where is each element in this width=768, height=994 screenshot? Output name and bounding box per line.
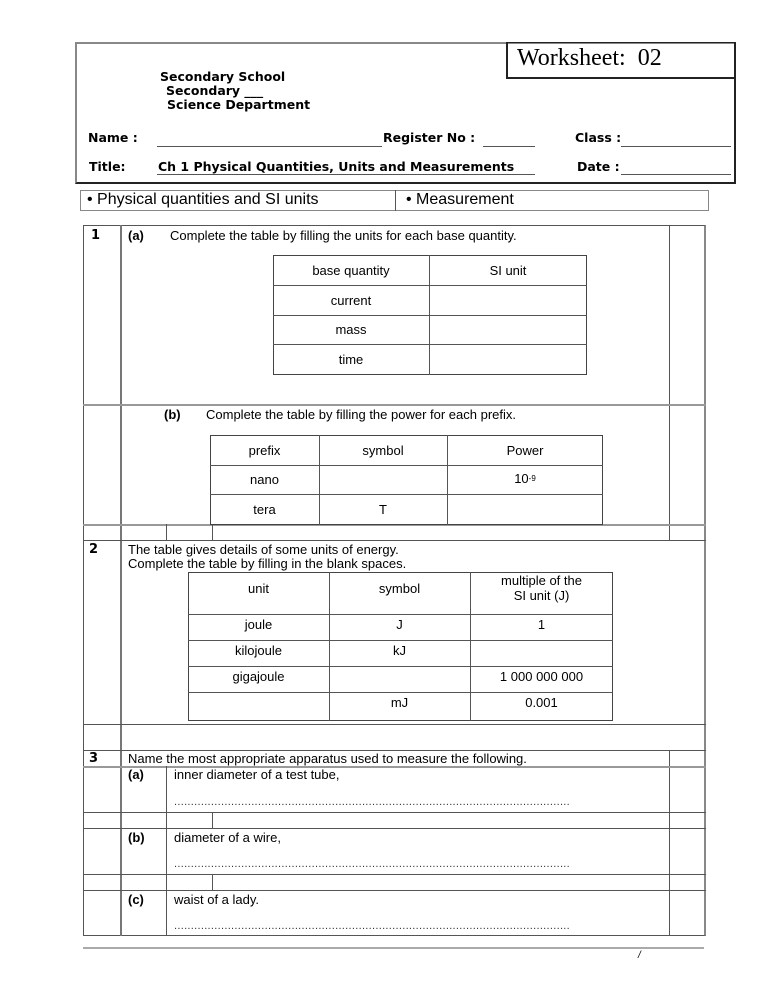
row-line bbox=[83, 540, 706, 541]
q3b-answer-line[interactable]: ...................................................................................................................... bbox=[174, 858, 571, 870]
power-base: 10 bbox=[514, 471, 529, 486]
q3b-text: diameter of a wire, bbox=[174, 830, 281, 845]
title-value: Ch 1 Physical Quantities, Units and Measurements bbox=[158, 159, 515, 174]
header-line-2: SI unit (J) bbox=[513, 588, 570, 603]
title-underline bbox=[157, 160, 535, 175]
question-number-1: 1 bbox=[91, 228, 101, 243]
table-header: SI unit bbox=[489, 262, 527, 278]
name-label: Name : bbox=[88, 130, 138, 145]
class-label: Class : bbox=[575, 130, 622, 145]
footer-rule bbox=[83, 947, 704, 949]
topic-measurement: • Measurement bbox=[406, 191, 514, 208]
date-label: Date : bbox=[577, 159, 620, 174]
table-header: symbol bbox=[362, 442, 404, 458]
marks-column-divider-q3 bbox=[669, 750, 670, 936]
q1b-instruction: Complete the table by filling the power for each prefix. bbox=[206, 407, 517, 422]
table-cell: tera bbox=[253, 501, 276, 517]
row-line bbox=[83, 404, 706, 406]
table-cell: mJ bbox=[390, 694, 409, 710]
power-cell bbox=[447, 465, 603, 494]
question-number-3: 3 bbox=[89, 751, 99, 766]
q2-intro: The table gives details of some units of energy. bbox=[128, 542, 399, 557]
q3b-label: (b) bbox=[128, 830, 145, 845]
table-cell: nano bbox=[250, 472, 279, 487]
power-exponent: -9 bbox=[528, 474, 536, 483]
date-field[interactable] bbox=[621, 160, 731, 175]
table-cell: mass bbox=[335, 322, 367, 337]
spacer-divider bbox=[166, 524, 167, 540]
question-number-2: 2 bbox=[89, 542, 99, 557]
table-cell: 0.001 bbox=[525, 694, 558, 710]
table-header-multiple bbox=[470, 572, 613, 604]
spacer-divider bbox=[212, 524, 213, 540]
table-cell: J bbox=[396, 616, 403, 632]
table-cell: current bbox=[330, 292, 372, 308]
row-line bbox=[83, 874, 706, 875]
header-line-1: multiple of the bbox=[501, 573, 582, 588]
table-header: symbol bbox=[378, 580, 421, 596]
q1a-instruction: Complete the table by filling the units for each base quantity. bbox=[170, 228, 517, 243]
marks-column-divider-q1 bbox=[669, 225, 670, 541]
q3c-text: waist of a lady. bbox=[174, 892, 260, 907]
class-field[interactable] bbox=[621, 131, 731, 147]
q3-instruction: Name the most appropriate apparatus used to measure the following. bbox=[128, 751, 527, 766]
row-line bbox=[83, 890, 706, 891]
school-name: Secondary School bbox=[160, 69, 286, 84]
row-line bbox=[83, 828, 706, 829]
q3a-label: (a) bbox=[128, 767, 144, 782]
answer-cell[interactable] bbox=[429, 285, 587, 315]
row-line bbox=[83, 724, 706, 725]
name-field[interactable] bbox=[157, 131, 382, 147]
q1b-label: (b) bbox=[164, 407, 181, 422]
topic-physical-quantities: • Physical quantities and SI units bbox=[87, 191, 319, 208]
answer-cell[interactable] bbox=[329, 666, 470, 686]
school-level: Secondary ___ bbox=[166, 83, 264, 98]
spacer-divider bbox=[212, 812, 213, 828]
row-line bbox=[83, 812, 706, 813]
table-header: Power bbox=[506, 442, 544, 458]
table-cell: joule bbox=[244, 616, 273, 632]
table-cell: kJ bbox=[393, 642, 406, 658]
department-name: Science Department bbox=[167, 97, 311, 112]
table-cell: 1 000 000 000 bbox=[499, 668, 584, 684]
worksheet-number: Worksheet: 02 bbox=[517, 45, 662, 71]
table-header: prefix bbox=[248, 442, 281, 458]
spacer-divider bbox=[212, 874, 213, 890]
title-label: Title: bbox=[89, 159, 126, 174]
answer-cell[interactable] bbox=[470, 640, 613, 660]
table-header: unit bbox=[248, 580, 269, 596]
table-header: base quantity bbox=[312, 262, 390, 278]
answer-cell[interactable] bbox=[429, 344, 587, 374]
answer-cell[interactable] bbox=[447, 494, 603, 524]
answer-cell[interactable] bbox=[319, 465, 447, 494]
part-label-divider bbox=[166, 766, 167, 936]
table-cell: 1 bbox=[537, 616, 546, 632]
q3c-label: (c) bbox=[128, 892, 144, 907]
table-cell: T bbox=[379, 501, 387, 517]
table-cell: time bbox=[338, 351, 364, 367]
q3a-text: inner diameter of a test tube, bbox=[174, 767, 340, 782]
number-column-divider bbox=[120, 225, 122, 936]
topic-divider bbox=[395, 190, 396, 211]
register-no-label: Register No : bbox=[383, 130, 476, 145]
page-mark: / bbox=[638, 950, 641, 961]
table-cell: kilojoule bbox=[235, 642, 282, 658]
register-no-field[interactable] bbox=[483, 131, 535, 147]
q1a-label: (a) bbox=[128, 228, 144, 243]
table-cell: gigajoule bbox=[232, 668, 285, 684]
q2-instruction: Complete the table by filling in the blank spaces. bbox=[128, 556, 407, 571]
q3c-answer-line[interactable]: ...................................................................................................................... bbox=[174, 920, 571, 932]
q3a-answer-line[interactable]: ...................................................................................................................... bbox=[174, 796, 571, 808]
answer-cell[interactable] bbox=[188, 692, 329, 712]
answer-cell[interactable] bbox=[429, 315, 587, 344]
